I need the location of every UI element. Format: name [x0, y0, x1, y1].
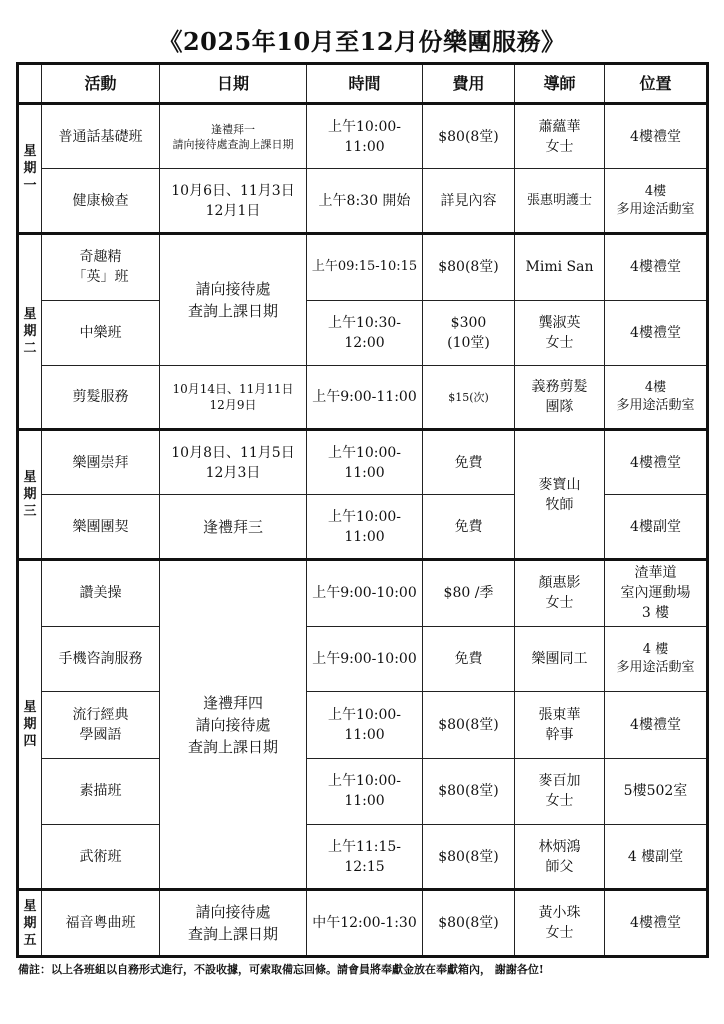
location-cell: 4樓副堂: [605, 495, 708, 560]
table-row: [18, 495, 708, 560]
header-fee: 費用: [423, 64, 515, 104]
header-activity: 活動: [42, 64, 160, 104]
time-cell: 上午10:00-11:00: [307, 495, 423, 560]
date-cell: 逢禮拜三: [160, 495, 307, 560]
time-cell: 上午9:00-10:00: [307, 626, 423, 691]
teacher-cell: 龔淑英 女士: [515, 300, 605, 365]
activity-cell: 剪髮服務: [42, 365, 160, 430]
activity-cell: 武術班: [42, 825, 160, 890]
date-cell: 10月8日、11月5日 12月3日: [160, 430, 307, 495]
location-cell: 4樓 多用途活動室: [605, 365, 708, 430]
date-cell: 請向接待處 查詢上課日期: [160, 234, 307, 366]
day-label-wednesday: 星 期 三: [18, 430, 42, 560]
fee-cell: $80(8堂): [423, 104, 515, 169]
fee-cell: $80(8堂): [423, 890, 515, 957]
table-row: [18, 234, 708, 301]
activity-cell: 普通話基礎班: [42, 104, 160, 169]
date-cell: 10月6日、11月3日 12月1日: [160, 169, 307, 234]
table-row: [18, 825, 708, 890]
table-row: [18, 104, 708, 169]
header-location: 位置: [605, 64, 708, 104]
location-cell: 4 樓副堂: [605, 825, 708, 890]
location-cell: 渣華道 室內運動場 3 樓: [605, 560, 708, 627]
teacher-cell: 林炳鴻 師父: [515, 825, 605, 890]
time-cell: 上午8:30 開始: [307, 169, 423, 234]
header-date: 日期: [160, 64, 307, 104]
location-cell: 4樓禮堂: [605, 430, 708, 495]
teacher-cell: 樂團同工: [515, 626, 605, 691]
activity-cell: 樂團團契: [42, 495, 160, 560]
teacher-cell: 義務剪髮 團隊: [515, 365, 605, 430]
fee-cell: $80(8堂): [423, 234, 515, 301]
teacher-cell: 麥寶山 牧師: [515, 430, 605, 560]
teacher-cell: 張惠明護士: [515, 169, 605, 234]
location-cell: 4 樓 多用途活動室: [605, 626, 708, 691]
date-cell: 請向接待處 查詢上課日期: [160, 890, 307, 957]
teacher-cell: Mimi San: [515, 234, 605, 301]
table-row: [18, 365, 708, 430]
table-row: [18, 560, 708, 627]
header-day: [18, 64, 42, 104]
table-row: [18, 430, 708, 495]
time-cell: 上午9:00-10:00: [307, 560, 423, 627]
fee-cell: $15(次): [423, 365, 515, 430]
time-cell: 上午10:00-11:00: [307, 691, 423, 758]
table-row: [18, 691, 708, 758]
fee-cell: $80 /季: [423, 560, 515, 627]
location-cell: 4樓 多用途活動室: [605, 169, 708, 234]
table-row: [18, 890, 708, 957]
day-label-thursday: 星 期 四: [18, 560, 42, 890]
location-cell: 4樓禮堂: [605, 890, 708, 957]
page-title: 《2025年10月至12月份樂團服務》: [158, 27, 566, 56]
fee-cell: $300 (10堂): [423, 300, 515, 365]
date-cell: 逢禮拜一 請向接待處查詢上課日期: [160, 104, 307, 169]
teacher-cell: 蕭蘊華 女士: [515, 104, 605, 169]
date-cell: 逢禮拜四 請向接待處 查詢上課日期: [160, 560, 307, 890]
activity-cell: 中樂班: [42, 300, 160, 365]
teacher-cell: 張東華 幹事: [515, 691, 605, 758]
time-cell: 中午12:00-1:30: [307, 890, 423, 957]
fee-cell: 免費: [423, 626, 515, 691]
table-row: [18, 169, 708, 234]
header-teacher: 導師: [515, 64, 605, 104]
date-cell: 10月14日、11月11日 12月9日: [160, 365, 307, 430]
time-cell: 上午10:00-11:00: [307, 758, 423, 825]
activity-cell: 手機咨詢服務: [42, 626, 160, 691]
header-time: 時間: [307, 64, 423, 104]
schedule-table: [16, 62, 709, 958]
activity-cell: 健康檢查: [42, 169, 160, 234]
table-row: [18, 300, 708, 365]
day-label-friday: 星 期 五: [18, 890, 42, 957]
activity-cell: 流行經典 學國語: [42, 691, 160, 758]
time-cell: 上午9:00-11:00: [307, 365, 423, 430]
schedule-table-wrapper: [16, 62, 706, 958]
activity-cell: 奇趣精 「英」班: [42, 234, 160, 301]
time-cell: 上午10:30-12:00: [307, 300, 423, 365]
activity-cell: 讚美操: [42, 560, 160, 627]
location-cell: 4樓禮堂: [605, 234, 708, 301]
fee-cell: $80(8堂): [423, 825, 515, 890]
teacher-cell: 麥百加 女士: [515, 758, 605, 825]
location-cell: 4樓禮堂: [605, 300, 708, 365]
location-cell: 4樓禮堂: [605, 104, 708, 169]
teacher-cell: 黃小珠 女士: [515, 890, 605, 957]
teacher-cell: 顏惠影 女士: [515, 560, 605, 627]
location-cell: 5樓502室: [605, 758, 708, 825]
fee-cell: $80(8堂): [423, 691, 515, 758]
time-cell: 上午10:00-11:00: [307, 430, 423, 495]
table-row: [18, 758, 708, 825]
table-row: [18, 626, 708, 691]
day-label-monday: 星 期 一: [18, 104, 42, 234]
activity-cell: 福音粵曲班: [42, 890, 160, 957]
fee-cell: 免費: [423, 495, 515, 560]
activity-cell: 素描班: [42, 758, 160, 825]
fee-cell: $80(8堂): [423, 758, 515, 825]
activity-cell: 樂團崇拜: [42, 430, 160, 495]
header-row: [18, 64, 708, 104]
fee-cell: 詳見內容: [423, 169, 515, 234]
time-cell: 上午10:00-11:00: [307, 104, 423, 169]
time-cell: 上午11:15-12:15: [307, 825, 423, 890]
fee-cell: 免費: [423, 430, 515, 495]
day-label-tuesday: 星 期 二: [18, 234, 42, 430]
time-cell: 上午09:15-10:15: [307, 234, 423, 301]
location-cell: 4樓禮堂: [605, 691, 708, 758]
footnote: 備註：以上各班組以自務形式進行，不設收據，可索取備忘回條。請會員將奉獻金放在奉獻箱內， 謝謝各位!: [18, 963, 544, 976]
